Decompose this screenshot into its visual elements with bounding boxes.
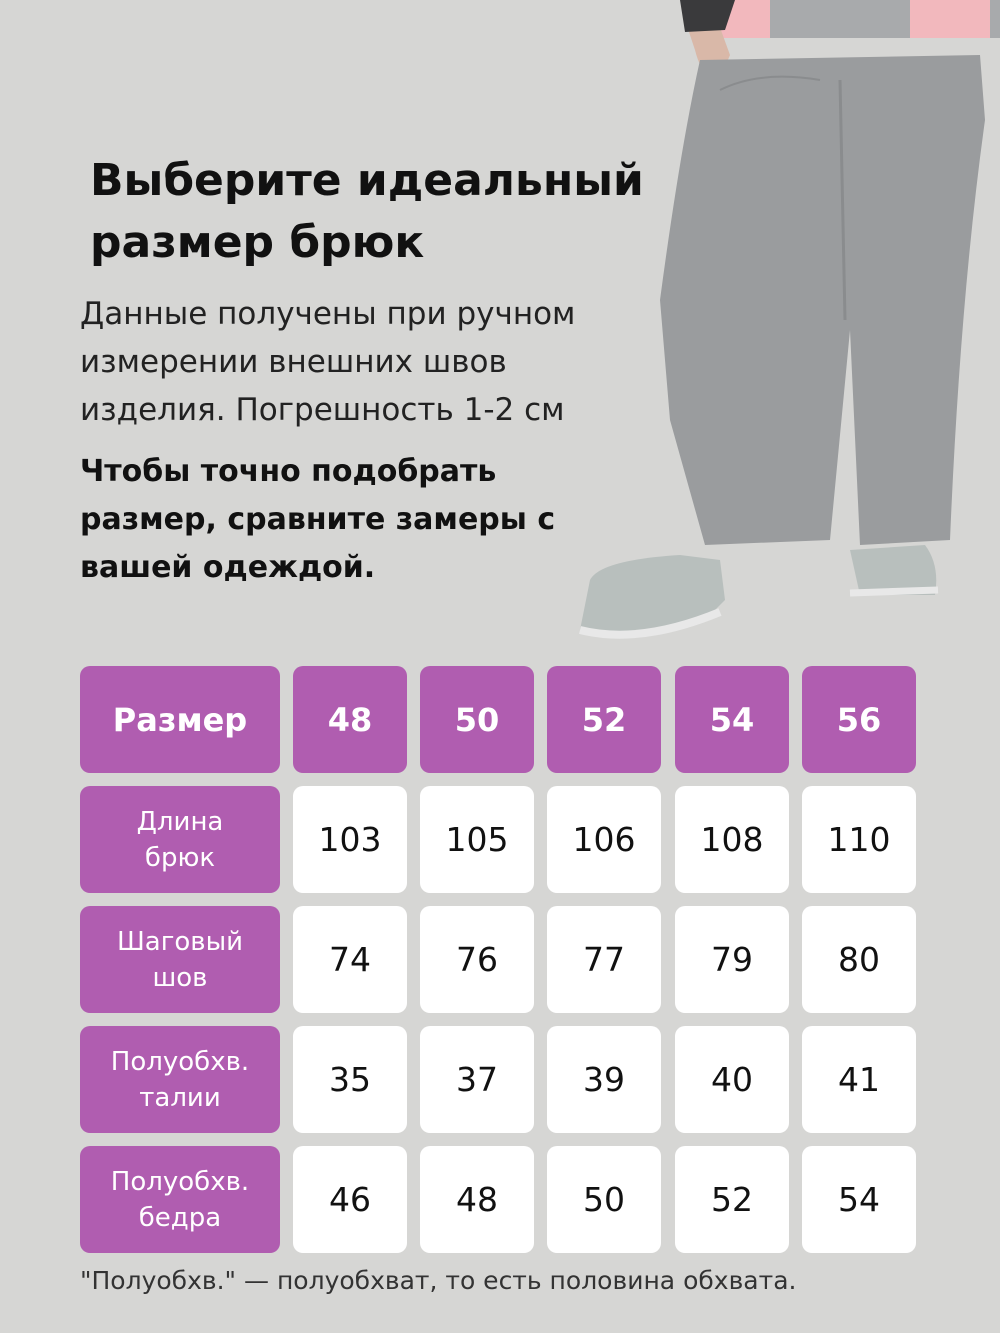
table-cell: 105 — [420, 786, 534, 893]
table-cell: 103 — [293, 786, 407, 893]
footnote: "Полуобхв." — полуобхват, то есть половина обхвата. — [80, 1266, 797, 1295]
table-cell: 40 — [675, 1026, 789, 1133]
table-cell: 52 — [675, 1146, 789, 1253]
row-label-waist: Полуобхв. талии — [80, 1026, 280, 1133]
row-label-hips: Полуобхв. бедра — [80, 1146, 280, 1253]
table-cell: 37 — [420, 1026, 534, 1133]
table-cell: 77 — [547, 906, 661, 1013]
table-cell: 108 — [675, 786, 789, 893]
table-cell: 50 — [547, 1146, 661, 1253]
header-size-label: Размер — [80, 666, 280, 773]
header-size-52: 52 — [547, 666, 661, 773]
table-cell: 46 — [293, 1146, 407, 1253]
table-cell: 79 — [675, 906, 789, 1013]
row-label-length: Длина брюк — [80, 786, 280, 893]
header-size-54: 54 — [675, 666, 789, 773]
table-cell: 110 — [802, 786, 916, 893]
table-cell: 74 — [293, 906, 407, 1013]
page-title: Выберите идеальный размер брюк — [90, 155, 644, 268]
row-label-inseam: Шаговый шов — [80, 906, 280, 1013]
table-cell: 41 — [802, 1026, 916, 1133]
table-cell: 54 — [802, 1146, 916, 1253]
table-cell: 35 — [293, 1026, 407, 1133]
table-cell: 76 — [420, 906, 534, 1013]
measurement-description: Данные получены при ручном измерении внешних швов изделия. Погрешность 1-2 см — [80, 296, 576, 428]
table-cell: 48 — [420, 1146, 534, 1253]
header-size-48: 48 — [293, 666, 407, 773]
table-cell: 39 — [547, 1026, 661, 1133]
table-cell: 80 — [802, 906, 916, 1013]
header-size-50: 50 — [420, 666, 534, 773]
fit-advice: Чтобы точно подобрать размер, сравните замеры с вашей одеждой. — [80, 454, 556, 585]
table-cell: 106 — [547, 786, 661, 893]
header-size-56: 56 — [802, 666, 916, 773]
